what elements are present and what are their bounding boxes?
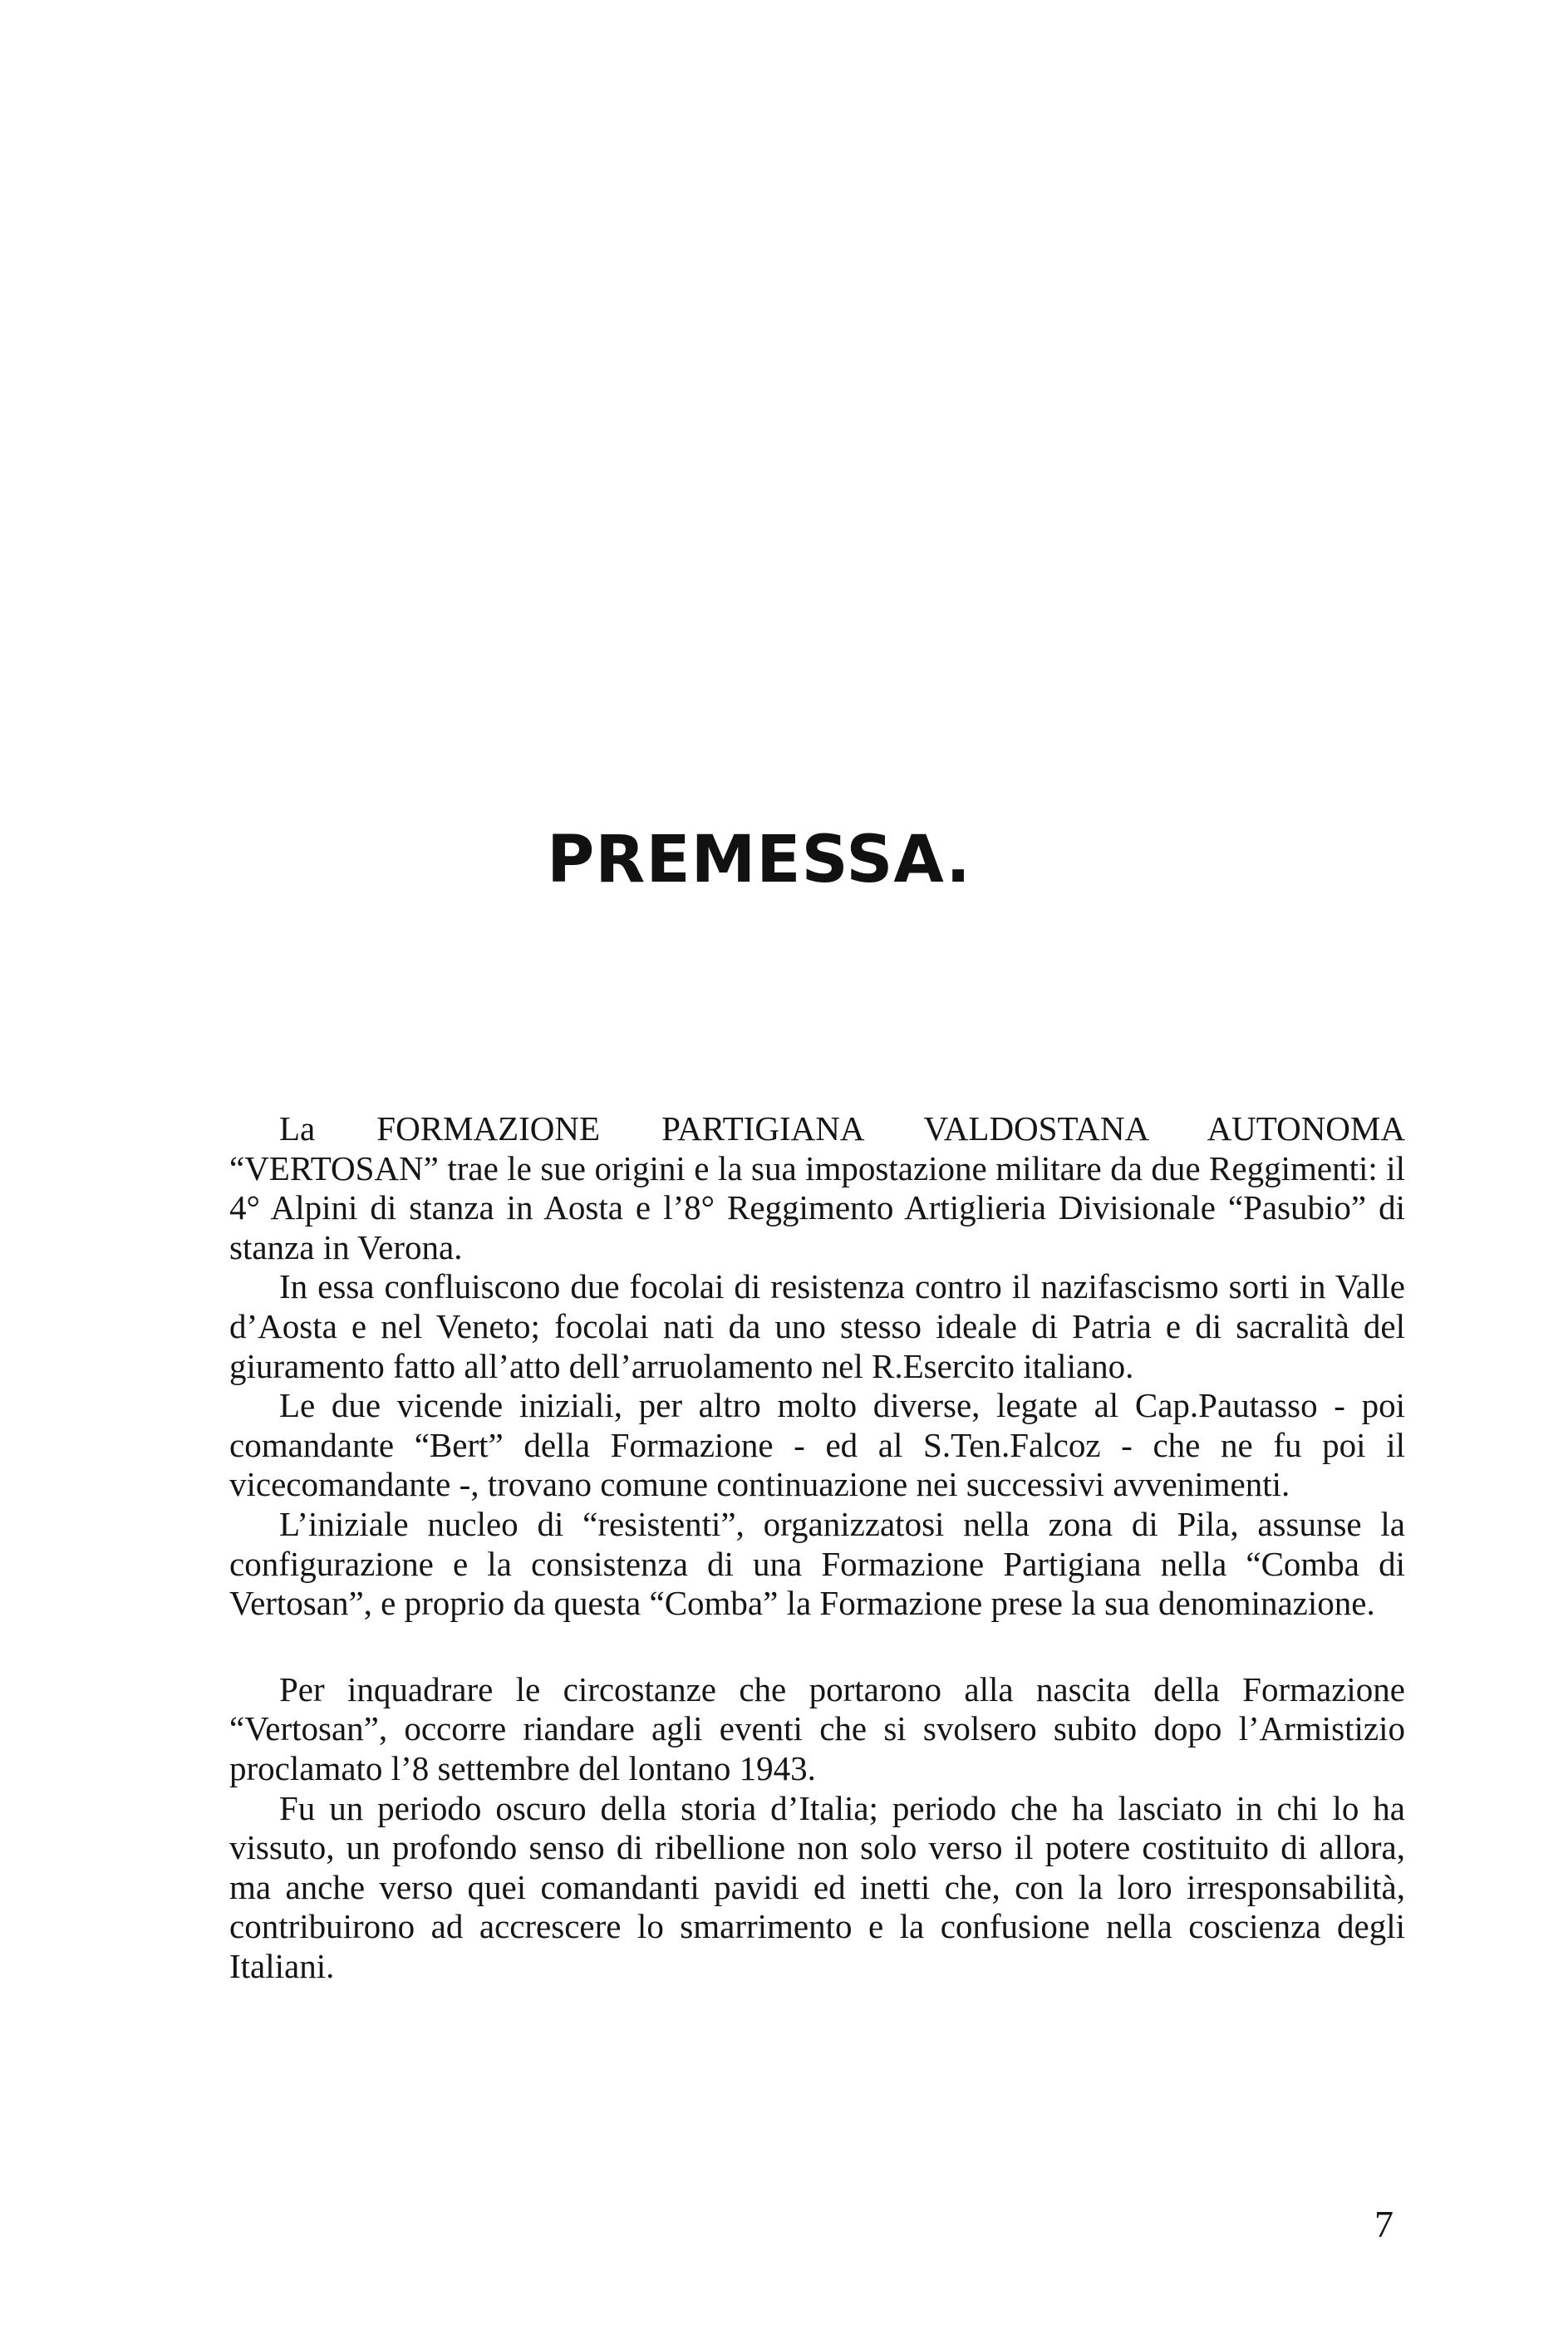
page-title: PREMESSA. (547, 823, 971, 897)
paragraph-2: In essa confluiscono due focolai di resistenza contro il nazifascismo sorti in Valle d’Aosta e nel Veneto; focolai nati da uno stesso ideale di Patria e di sacralità del giuramento fatto all’atto dell’arruolamento nel R.Esercito italiano. (229, 1267, 1405, 1385)
paragraph-1: La FORMAZIONE PARTIGIANA VALDOSTANA AUTONOMA “VERTOSAN” trae le sue origini e la sua impostazione militare da due Reggimenti: il 4° Alpini di stanza in Aosta e l’8° Reggimento Artiglieria Divisionale “Pasubio” di stanza in Verona. (229, 1109, 1405, 1266)
paragraph-6: Fu un periodo oscuro della storia d’Italia; periodo che ha lasciato in chi lo ha vissuto, un profondo senso di ribellione non solo verso il potere costituito di allora, ma anche verso quei comandanti pavidi ed inetti che, con la loro irresponsabilità, contribuirono ad accrescere lo smarrimento e la confusione nella coscienza degli Italiani. (229, 1788, 1405, 1985)
paragraph-3: Le due vicende iniziali, per altro molto diverse, legate al Cap.Pautasso - poi comandante “Bert” della Formazione - ed al S.Ten.Falcoz - che ne fu poi il vicecomandante -, trovano comune continuazione nei successivi avvenimenti. (229, 1386, 1405, 1504)
body-text (229, 1109, 1405, 1986)
paragraph-4: L’iniziale nucleo di “resistenti”, organizzatosi nella zona di Pila, assunse la configurazione e la consistenza di una Formazione Partigiana nella “Comba di Vertosan”, e proprio da questa “Comba” la Formazione prese la sua denominazione. (229, 1504, 1405, 1623)
page-number: 7 (1374, 2203, 1394, 2245)
paragraph-5: Per inquadrare le circostanze che portarono alla nascita della Formazione “Vertosan”, occorre riandare agli eventi che si svolsero subito dopo l’Armistizio proclamato l’8 settembre del lontano 1943. (229, 1669, 1405, 1787)
